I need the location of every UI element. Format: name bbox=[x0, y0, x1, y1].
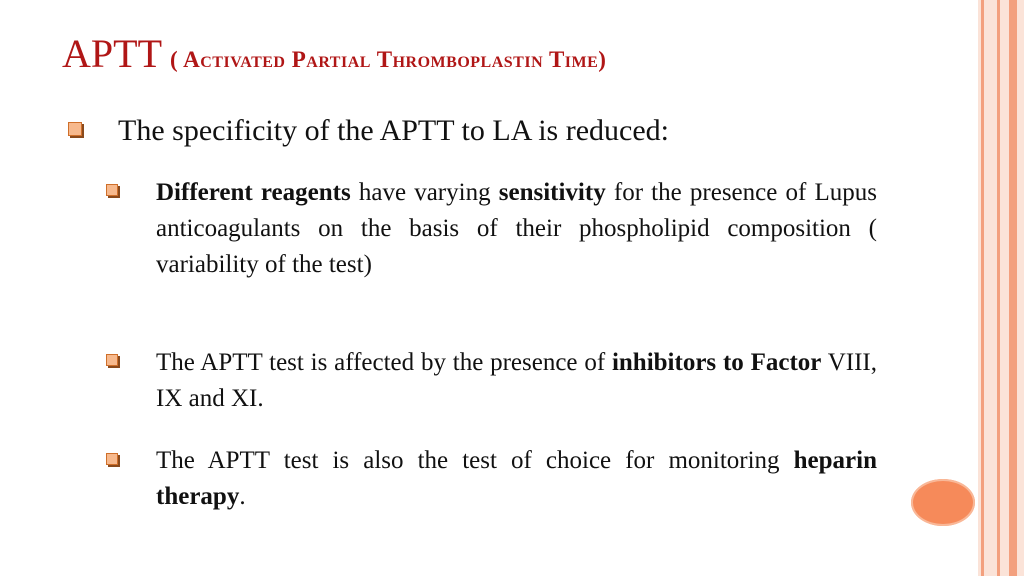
text-run: . bbox=[239, 483, 246, 510]
decorative-stripes bbox=[978, 0, 1024, 576]
bullet-item-3 bbox=[156, 443, 877, 515]
square-bullet-icon bbox=[106, 184, 118, 196]
title-main: APTT bbox=[62, 31, 162, 76]
stripe-line bbox=[997, 0, 1000, 576]
bullet-level1: The specificity of the APTT to LA is reduced: bbox=[118, 114, 669, 147]
stripe-line bbox=[1009, 0, 1017, 576]
bold-text: heparin therapy bbox=[156, 447, 877, 510]
text-run: VIII, IX and XI. bbox=[156, 349, 878, 412]
title-subtitle: ( Activated Partial Thromboplastin Time) bbox=[170, 47, 607, 72]
text-run: have varying bbox=[350, 179, 499, 206]
decorative-circle bbox=[911, 479, 975, 526]
bold-text: sensitivity bbox=[498, 179, 606, 206]
text-run: for the presence of Lupus anticoagulants on the basis of their phospholipid composition ( variability of the test) bbox=[156, 179, 877, 278]
stripe-line bbox=[981, 0, 984, 576]
square-bullet-icon bbox=[106, 453, 118, 465]
text-run: The APTT test is affected by the presence of bbox=[156, 349, 612, 376]
bullet-item-2 bbox=[156, 345, 877, 417]
bold-text: inhibitors to Factor bbox=[611, 349, 822, 376]
bullet-item-1 bbox=[156, 175, 877, 283]
slide-title bbox=[62, 31, 607, 76]
square-bullet-icon bbox=[106, 354, 118, 366]
square-bullet-icon bbox=[68, 122, 82, 136]
bold-text: Different reagents bbox=[156, 179, 351, 206]
text-run: The APTT test is also the test of choice for monitoring bbox=[156, 447, 794, 474]
